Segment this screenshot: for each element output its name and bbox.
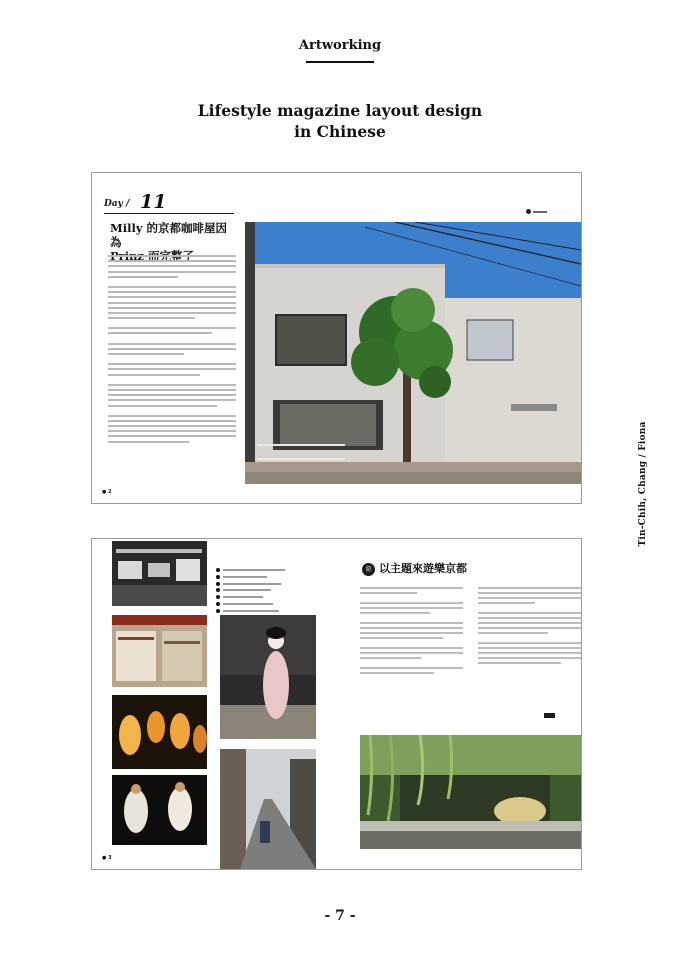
festival-dance-photo — [112, 775, 207, 845]
text-line — [108, 260, 236, 262]
legend-item — [216, 608, 296, 614]
day-number: 11 — [140, 191, 167, 213]
text-line — [478, 587, 581, 589]
designer-credit — [628, 421, 658, 547]
text-line — [478, 662, 561, 664]
text-line — [108, 430, 236, 432]
text-line — [360, 672, 434, 674]
page-number-2: ● 3 — [102, 855, 112, 861]
shop-interior-photo — [112, 541, 207, 606]
text-line — [478, 652, 581, 654]
text-line — [360, 647, 463, 649]
text-line — [108, 271, 236, 273]
text-line — [360, 632, 463, 634]
cafe-building-photo — [245, 222, 581, 484]
text-line — [478, 632, 548, 634]
text-line — [478, 622, 581, 624]
text-line — [478, 602, 535, 604]
legend-item — [216, 594, 296, 600]
article-body-text — [108, 255, 236, 451]
text-line — [108, 332, 212, 334]
text-line — [478, 647, 581, 649]
text-line — [108, 363, 236, 365]
text-line — [360, 657, 421, 659]
shop-shelves-photo — [112, 615, 207, 687]
text-line — [478, 642, 581, 644]
text-line — [360, 607, 463, 609]
text-line — [108, 415, 236, 417]
text-line — [108, 384, 236, 386]
page-footer-number: - 7 - — [324, 908, 356, 924]
text-line — [360, 627, 463, 629]
text-line — [108, 435, 236, 437]
text-line — [108, 302, 236, 304]
text-line — [108, 348, 236, 350]
text-line — [108, 389, 236, 391]
map-legend — [216, 567, 296, 614]
text-line — [360, 612, 430, 614]
text-line — [108, 343, 236, 345]
text-line — [108, 307, 236, 309]
text-line — [108, 276, 178, 278]
day-label: Day / — [104, 199, 130, 209]
text-line — [478, 627, 581, 629]
body-text-column-1 — [360, 587, 463, 682]
text-line — [360, 592, 417, 594]
geisha-photo — [220, 615, 316, 739]
legend-item — [216, 587, 296, 593]
text-line — [108, 374, 200, 376]
text-line — [360, 587, 463, 589]
text-line — [108, 286, 236, 288]
text-line — [108, 317, 195, 319]
page-title — [0, 100, 680, 142]
text-line — [108, 265, 236, 267]
section-title: Artworking — [298, 38, 382, 53]
text-line — [360, 637, 443, 639]
legend-item — [216, 581, 296, 587]
legend-item — [216, 601, 296, 607]
text-line — [108, 353, 184, 355]
text-line — [108, 420, 236, 422]
section-underline — [306, 61, 374, 63]
text-line — [478, 612, 581, 614]
page-number: ● 2 — [102, 489, 112, 495]
text-line — [478, 592, 581, 594]
text-line — [108, 425, 236, 427]
willow-river-photo — [360, 735, 582, 849]
text-line — [478, 597, 581, 599]
text-line — [108, 368, 236, 370]
magazine-spread-kyoto — [91, 538, 582, 870]
page-title-line-1: Lifestyle magazine layout design — [197, 101, 483, 120]
street-photo — [220, 749, 316, 869]
article-heading-line-1: Milly 的京都咖啡屋因為 — [110, 221, 228, 249]
section-tag — [526, 209, 548, 214]
body-text-column-2 — [478, 587, 581, 672]
text-line — [108, 394, 236, 396]
text-line — [478, 657, 581, 659]
text-line — [108, 327, 236, 329]
text-line — [360, 667, 463, 669]
text-line — [108, 291, 236, 293]
text-line — [478, 617, 581, 619]
theme-icon: 游 — [362, 563, 375, 576]
text-line — [360, 652, 463, 654]
lanterns-photo — [112, 695, 207, 769]
magazine-spread-cafe — [91, 172, 582, 504]
text-line — [108, 312, 236, 314]
page-title-line-2: in Chinese — [294, 122, 386, 141]
designer-credit-text: Tin-Chih, Chang / Fiona — [638, 421, 648, 547]
spread-heading: 以主題來遊樂京都 — [379, 562, 467, 575]
text-line — [360, 622, 463, 624]
text-line — [108, 405, 217, 407]
legend-item — [216, 567, 296, 573]
text-line — [108, 296, 236, 298]
legend-item — [216, 574, 296, 580]
text-line — [108, 441, 189, 443]
day-divider — [104, 213, 234, 214]
text-line — [360, 602, 463, 604]
end-marker — [544, 713, 555, 718]
text-line — [108, 399, 236, 401]
text-line — [108, 255, 236, 257]
